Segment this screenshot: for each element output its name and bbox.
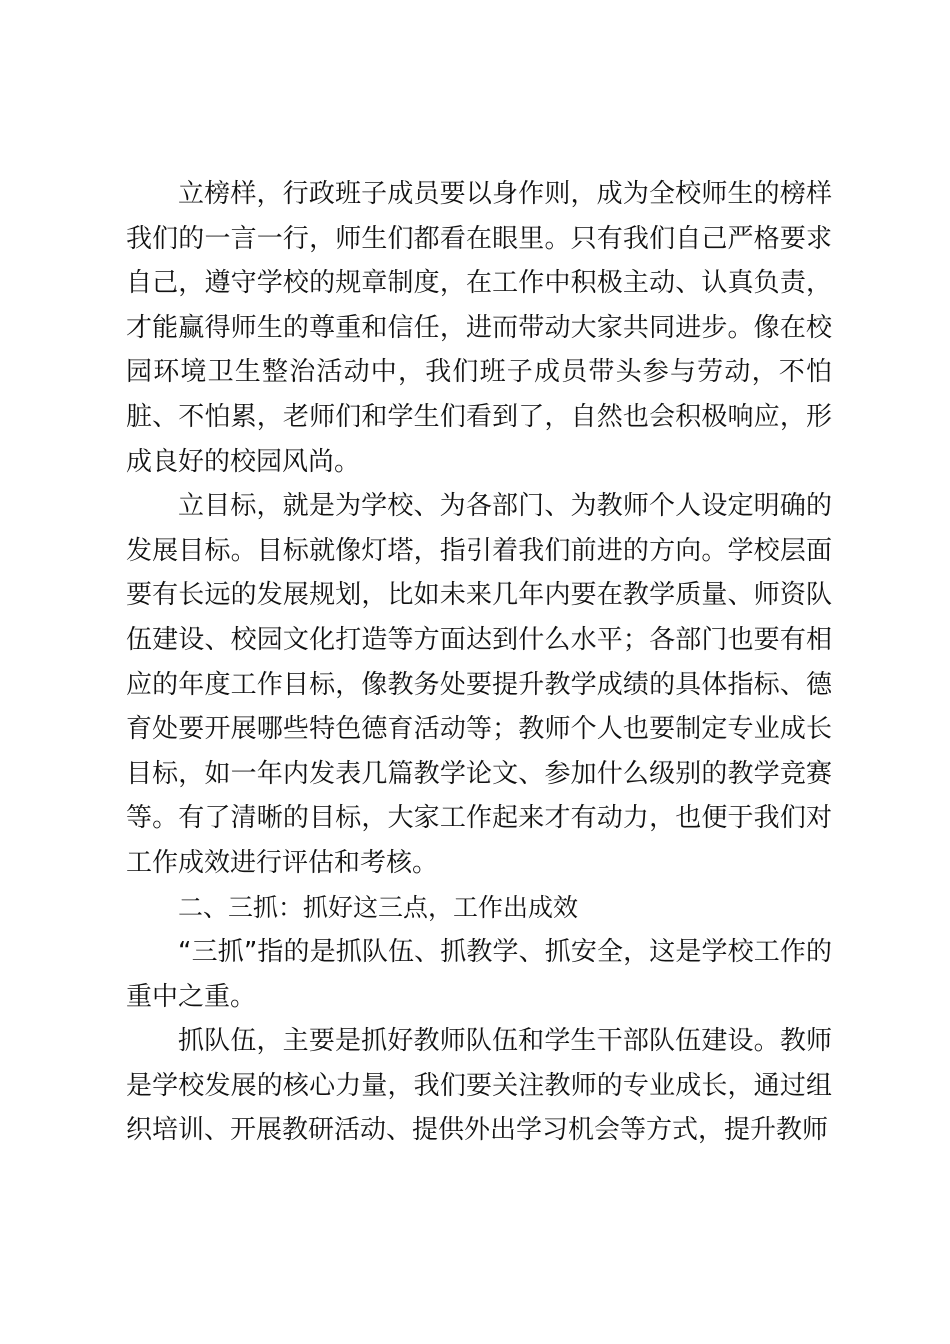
paragraph-three-focuses-intro: “三抓”指的是抓队伍、抓教学、抓安全，这是学校工作的重中之重。 [126,937,832,1012]
document-body [126,172,832,1153]
paragraph-role-model: 立榜样，行政班子成员要以身作则，成为全校师生的榜样我们的一言一行，师生们都看在眼里。只有我们自己严格要求自己，遵守学校的规章制度，在工作中积极主动、认真负责，才能赢得师生的尊重和信任，进而带动大家共同进步。像在校园环境卫生整治活动中，我们班子成员带头参与劳动，不怕脏、不怕累，老师们和学生们看到了，自然也会积极响应，形成良好的校园风尚。 [126,179,832,477]
paragraph-team-building: 抓队伍，主要是抓好教师队伍和学生干部队伍建设。教师是学校发展的核心力量，我们要关注教师的专业成长，通过组织培训、开展教研活动、提供外出学习机会等方式，提升教师 [126,1026,832,1146]
paragraph-set-goals: 立目标，就是为学校、为各部门、为教师个人设定明确的发展目标。目标就像灯塔，指引着我们前进的方向。学校层面要有长远的发展规划，比如未来几年内要在教学质量、师资队伍建设、校园文化打造等方面达到什么水平；各部门也要有相应的年度工作目标，像教务处要提升教学成绩的具体指标、德育处要开展哪些特色德育活动等；教师个人也要制定专业成长目标，如一年内发表几篇教学论文、参加什么级别的教学竞赛等。有了清晰的目标，大家工作起来才有动力，也便于我们对工作成效进行评估和考核。 [126,491,832,878]
section-heading-three-focuses: 二、三抓：抓好这三点，工作出成效 [178,892,579,922]
